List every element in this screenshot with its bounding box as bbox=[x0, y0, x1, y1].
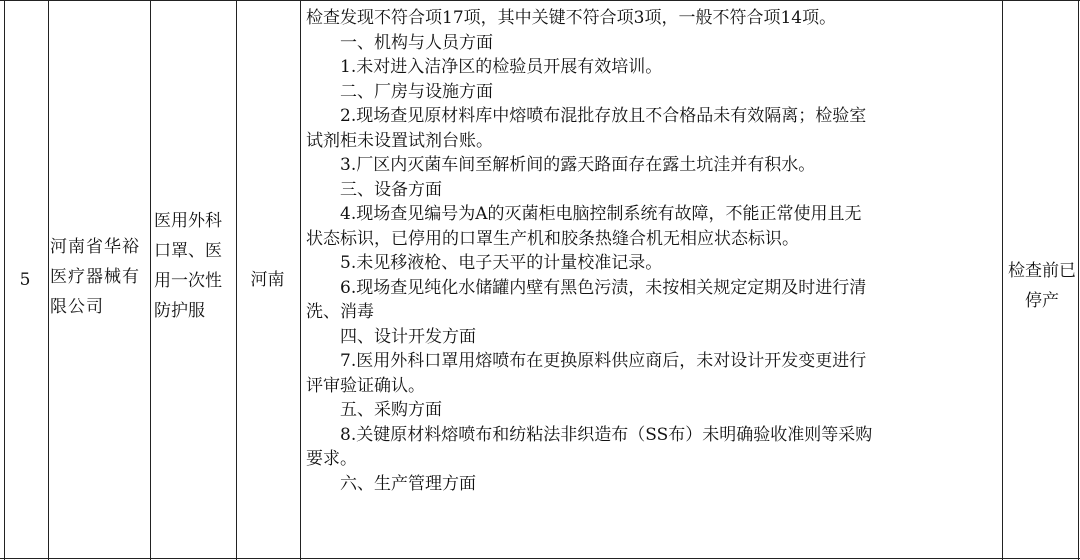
finding-line: 要求。 bbox=[306, 449, 357, 469]
finding-line: 7.医用外科口罩用熔喷布在更换原料供应商后，未对设计开发变更进行 bbox=[340, 351, 867, 371]
column-divider bbox=[48, 0, 49, 560]
row-number: 5 bbox=[19, 270, 31, 290]
finding-line: 洗、消毒 bbox=[306, 302, 374, 322]
finding-line: 二、厂房与设施方面 bbox=[340, 81, 493, 102]
column-divider bbox=[1078, 0, 1079, 560]
finding-line: 5.未见移液枪、电子天平的计量校准记录。 bbox=[340, 253, 663, 273]
region: 河南 bbox=[250, 270, 285, 290]
column-divider bbox=[1002, 0, 1003, 560]
finding-line: 状态标识，已停用的口罩生产机和胶条热缝合机无相应状态标识。 bbox=[306, 228, 799, 249]
finding-line: 4.现场查见编号为A的灭菌柜电脑控制系统有故障，不能正常使用且无 bbox=[340, 204, 862, 224]
finding-line: 8.关键原材料熔喷布和纺粘法非织造布（SS布）未明确验收准则等采购 bbox=[340, 424, 873, 445]
finding-line: 四、设计开发方面 bbox=[340, 326, 476, 347]
column-divider bbox=[4, 0, 5, 560]
finding-line: 1.未对进入洁净区的检验员开展有效培训。 bbox=[340, 57, 663, 77]
product-name: 医用外科口罩、医用一次性防护服 bbox=[154, 211, 222, 321]
column-divider bbox=[150, 0, 151, 560]
finding-line: 评审验证确认。 bbox=[306, 375, 425, 396]
finding-line: 五、采购方面 bbox=[340, 400, 442, 420]
column-divider bbox=[236, 0, 237, 560]
finding-line: 一、机构与人员方面 bbox=[340, 32, 493, 53]
status: 检查前已停产 bbox=[1008, 261, 1076, 311]
finding-line: 三、设备方面 bbox=[340, 179, 442, 200]
finding-line: 试剂柜未设置试剂台账。 bbox=[306, 130, 493, 151]
row-divider bbox=[0, 0, 1080, 1]
finding-line: 六、生产管理方面 bbox=[340, 473, 476, 494]
row-divider bbox=[0, 558, 1080, 559]
finding-line: 检查发现不符合项17项，其中关键不符合项3项，一般不符合项14项。 bbox=[306, 8, 837, 28]
finding-line: 2.现场查见原材料库中熔喷布混批存放且不合格品未有效隔离；检验室 bbox=[340, 106, 867, 126]
findings-cell bbox=[306, 6, 1000, 496]
finding-line: 3.厂区内灭菌车间至解析间的露天路面存在露土坑洼并有积水。 bbox=[340, 155, 816, 175]
company-name: 河南省华裕医疗器械有限公司 bbox=[50, 237, 140, 317]
column-divider bbox=[300, 0, 301, 560]
finding-line: 6.现场查见纯化水储罐内壁有黑色污渍，未按相关规定定期及时进行清 bbox=[340, 277, 867, 298]
